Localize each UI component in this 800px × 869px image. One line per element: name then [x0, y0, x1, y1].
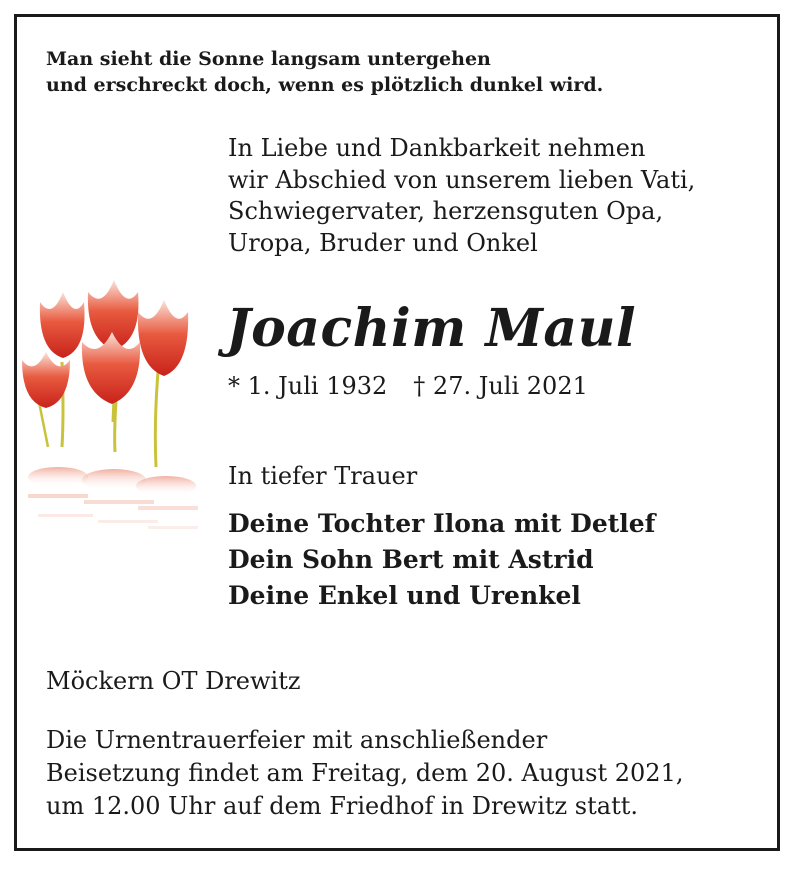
family-list	[228, 506, 655, 614]
life-dates	[228, 372, 588, 400]
family-member: Deine Tochter Ilona mit Detlef	[228, 509, 656, 538]
intro-line: wir Abschied von unserem lieben Vati,	[228, 165, 696, 194]
funeral-info	[46, 724, 683, 823]
tulips-icon	[18, 262, 218, 542]
intro-line: Schwiegervater, herzensguten Opa,	[228, 197, 664, 225]
intro-line: In Liebe und Dankbarkeit nehmen	[228, 134, 646, 162]
family-member: Deine Enkel und Urenkel	[228, 581, 581, 610]
intro-line: Uropa, Bruder und Onkel	[228, 228, 538, 257]
funeral-line: Beisetzung findet am Freitag, dem 20. August 2021,	[46, 759, 684, 787]
place: Möckern OT Drewitz	[46, 667, 301, 695]
motto-line: und erschreckt doch, wenn es plötzlich dunkel wird.	[46, 74, 604, 96]
family-member: Dein Sohn Bert mit Astrid	[228, 545, 594, 574]
funeral-line: um 12.00 Uhr auf dem Friedhof in Drewitz statt.	[46, 792, 638, 820]
motto-line: Man sieht die Sonne langsam untergehen	[46, 48, 491, 70]
deceased-name: Joachim Maul	[226, 298, 637, 359]
birth-date: * 1. Juli 1932	[228, 372, 388, 400]
death-date: † 27. Juli 2021	[413, 372, 588, 400]
motto	[46, 46, 603, 98]
intro-text	[228, 133, 695, 259]
funeral-line: Die Urnentrauerfeier mit anschließender	[46, 726, 548, 754]
mourning-intro: In tiefer Trauer	[228, 462, 418, 490]
